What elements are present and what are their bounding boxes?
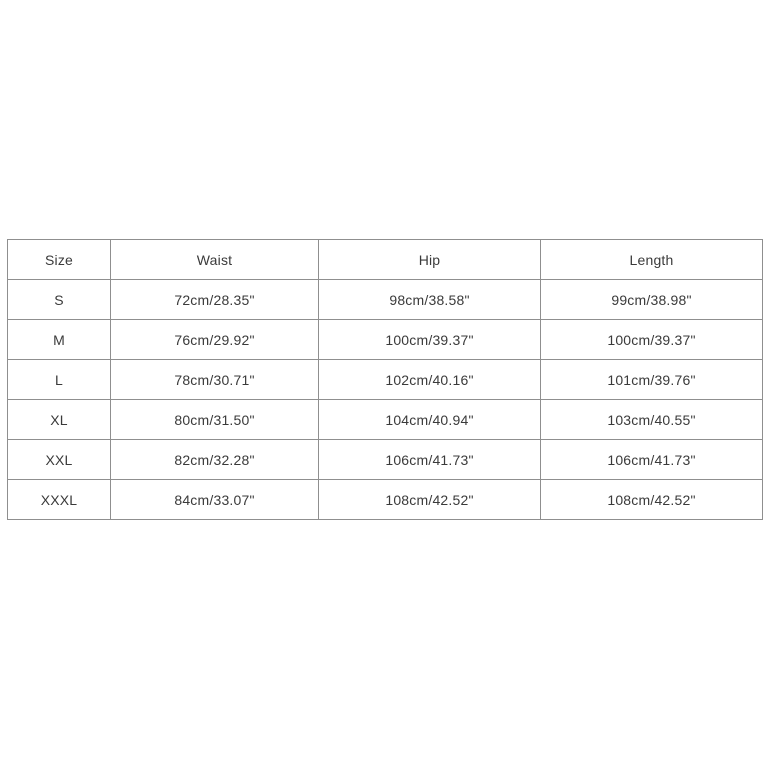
cell-hip: 106cm/41.73": [319, 440, 541, 480]
cell-size: M: [8, 320, 111, 360]
cell-length: 99cm/38.98": [541, 280, 763, 320]
table-row: [8, 400, 763, 440]
cell-size: XXL: [8, 440, 111, 480]
cell-hip: 102cm/40.16": [319, 360, 541, 400]
table-row: [8, 280, 763, 320]
cell-waist: 78cm/30.71": [111, 360, 319, 400]
column-header-waist: Waist: [111, 240, 319, 280]
table-row: [8, 360, 763, 400]
cell-size: L: [8, 360, 111, 400]
cell-length: 101cm/39.76": [541, 360, 763, 400]
cell-waist: 76cm/29.92": [111, 320, 319, 360]
cell-size: S: [8, 280, 111, 320]
cell-waist: 82cm/32.28": [111, 440, 319, 480]
cell-size: XXXL: [8, 480, 111, 520]
table-row: [8, 440, 763, 480]
size-chart-table: [7, 239, 763, 520]
cell-length: 106cm/41.73": [541, 440, 763, 480]
column-header-hip: Hip: [319, 240, 541, 280]
cell-waist: 80cm/31.50": [111, 400, 319, 440]
table-row: [8, 480, 763, 520]
cell-hip: 100cm/39.37": [319, 320, 541, 360]
cell-length: 100cm/39.37": [541, 320, 763, 360]
column-header-length: Length: [541, 240, 763, 280]
cell-hip: 98cm/38.58": [319, 280, 541, 320]
cell-hip: 108cm/42.52": [319, 480, 541, 520]
cell-length: 108cm/42.52": [541, 480, 763, 520]
cell-hip: 104cm/40.94": [319, 400, 541, 440]
table-row: [8, 320, 763, 360]
cell-length: 103cm/40.55": [541, 400, 763, 440]
cell-size: XL: [8, 400, 111, 440]
size-chart-header-row: [8, 240, 763, 280]
column-header-size: Size: [8, 240, 111, 280]
cell-waist: 84cm/33.07": [111, 480, 319, 520]
cell-waist: 72cm/28.35": [111, 280, 319, 320]
